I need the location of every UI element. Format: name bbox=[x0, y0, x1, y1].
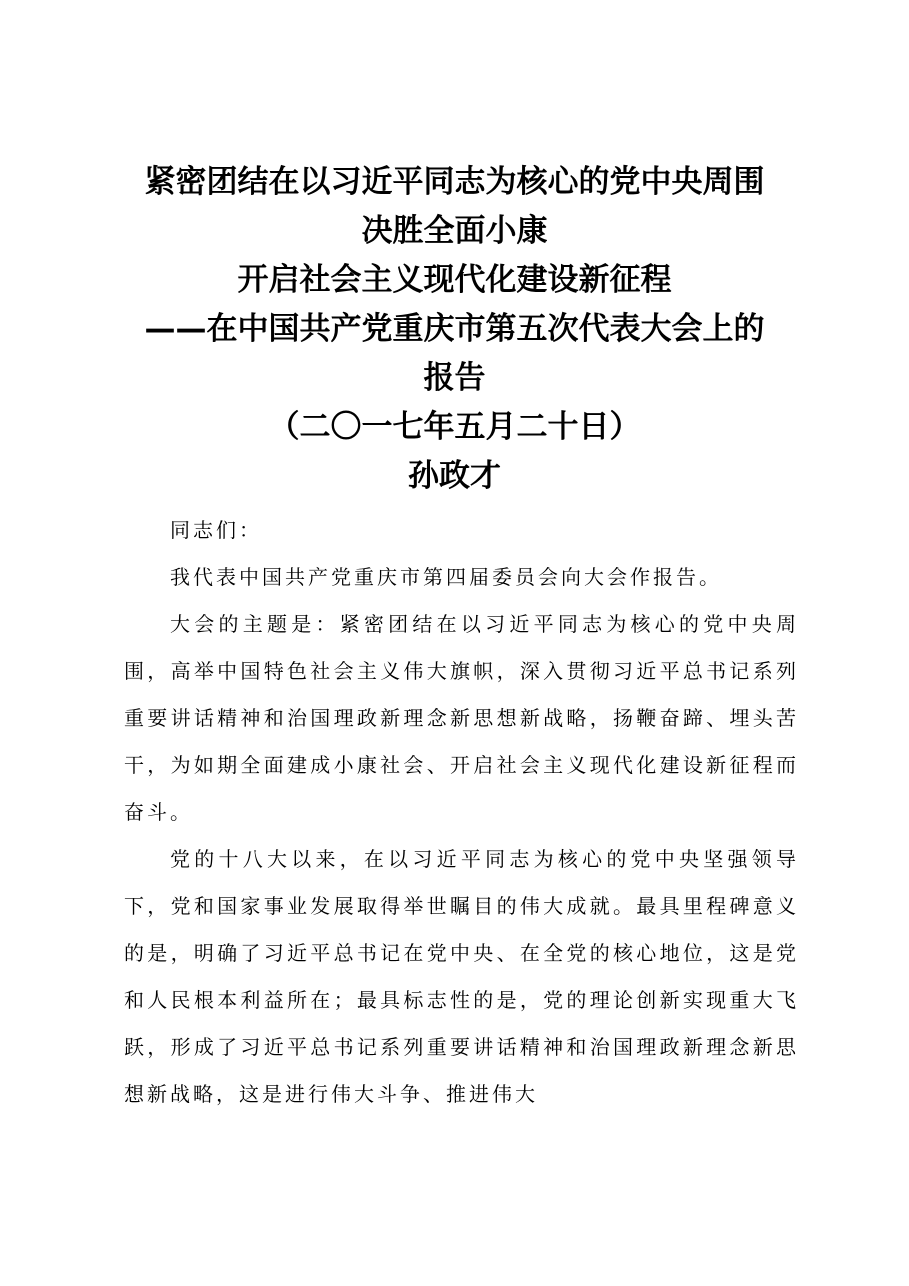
title-line-subtitle-cont: 报告 bbox=[423, 360, 486, 396]
title-line-main: 紧密团结在以习近平同志为核心的党中央周围 bbox=[144, 164, 765, 200]
theme-paragraph: 大会的主题是：紧密团结在以习近平同志为核心的党中央周围，高举中国特色社会主义伟大旗帜，深入贯彻习近平总书记系列重要讲话精神和治国理政新理念新思想新战略，扬鞭奋蹄、埋头苦干，为如期全面建成小康社会、开启社会主义现代化建设新征程而奋斗。 bbox=[124, 612, 799, 824]
report-title bbox=[110, 158, 799, 501]
intro-paragraph: 我代表中国共产党重庆市第四届委员会向大会作报告。 bbox=[170, 565, 722, 589]
achievements-paragraph: 党的十八大以来，在以习近平同志为核心的党中央坚强领导下，党和国家事业发展取得举世瞩目的伟大成就。最具里程碑意义的是，明确了习近平总书记在党中央、在全党的核心地位，这是党和人民根本利益所在；最具标志性的是，党的理论创新实现重大飞跃，形成了习近平总书记系列重要讲话精神和治国理政新理念新思想新战略，这是进行伟大斗争、推进伟大 bbox=[124, 847, 799, 1106]
salutation-paragraph: 同志们： bbox=[170, 518, 262, 542]
title-line-sub1: 决胜全面小康 bbox=[361, 213, 548, 249]
title-line-sub2: 开启社会主义现代化建设新征程 bbox=[237, 262, 672, 298]
title-line-subtitle: ——在中国共产党重庆市第五次代表大会上的 bbox=[144, 311, 765, 347]
report-date: （二〇一七年五月二十日） bbox=[268, 409, 641, 445]
report-author: 孙政才 bbox=[408, 458, 501, 494]
report-body bbox=[124, 507, 799, 1118]
